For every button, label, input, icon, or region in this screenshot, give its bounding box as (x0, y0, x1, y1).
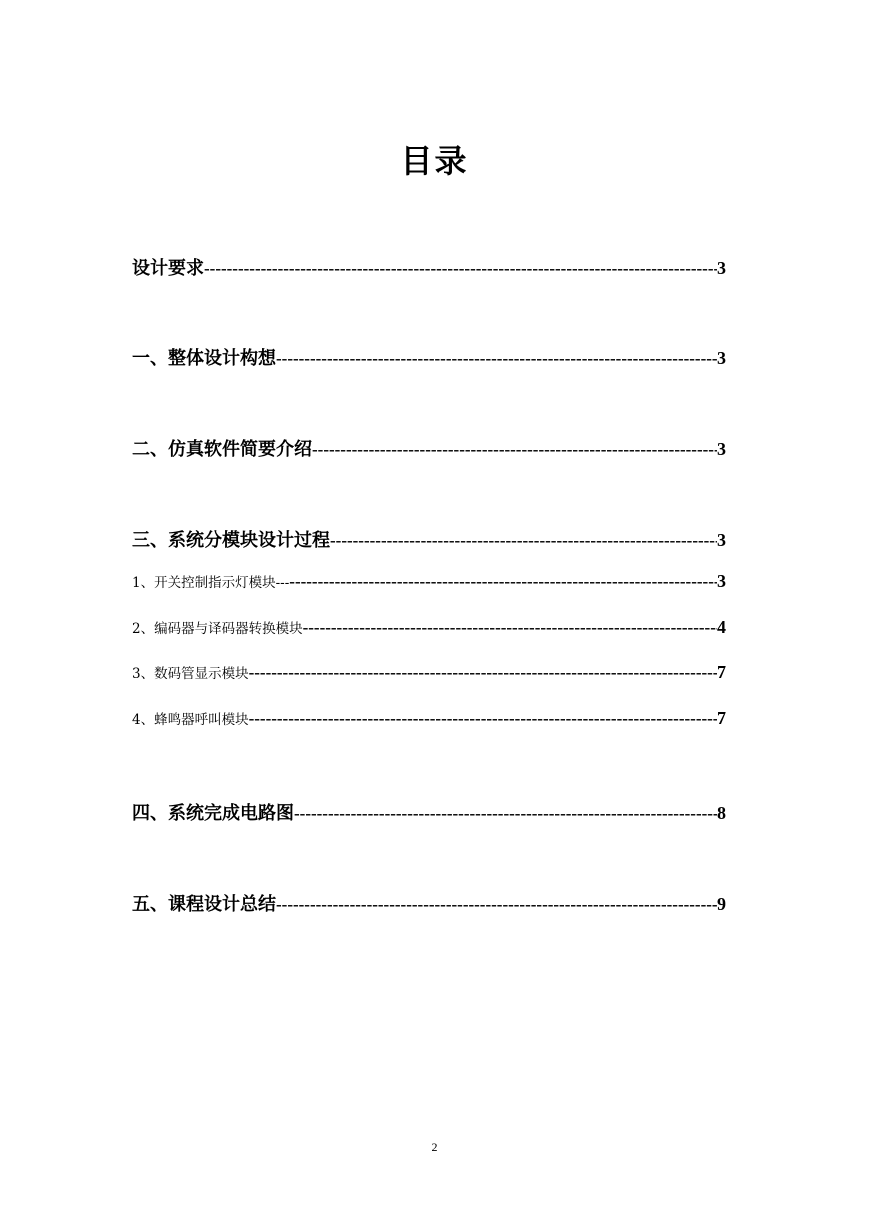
toc-entry-page: 7 (717, 662, 726, 682)
toc-entry-circuit-diagram[interactable] (132, 799, 726, 825)
toc-leader-dashes (289, 571, 717, 593)
toc-entry-simulation-software[interactable] (132, 435, 726, 461)
toc-leader-dashes (249, 708, 717, 730)
toc-entry-design-requirements[interactable] (132, 254, 726, 280)
toc-leader-dashes (276, 348, 717, 370)
toc-leader-dashes (249, 662, 717, 684)
page-title: 目录 (400, 142, 469, 181)
toc-entry-overall-design[interactable] (132, 344, 726, 370)
toc-entry-page: 3 (717, 348, 726, 368)
toc-leader-dashes (294, 803, 717, 825)
toc-leader-dashes (312, 439, 717, 461)
toc-entry-page: 4 (717, 617, 726, 637)
toc-entry-page: 3 (717, 439, 726, 459)
toc-entry-label: 1、开关控制指示灯模块--- (132, 575, 290, 591)
toc-leader-dashes (303, 617, 717, 639)
toc-leader-dashes (330, 530, 717, 552)
toc-subentry-encoder-decoder[interactable] (132, 617, 726, 639)
toc-entry-page: 8 (717, 803, 726, 823)
toc-leader-dashes (204, 258, 717, 280)
toc-entry-page: 9 (717, 894, 726, 914)
page-number: 2 (431, 1140, 438, 1154)
toc-subentry-switch-indicator[interactable] (132, 571, 726, 593)
toc-entry-label: 设计要求 (132, 258, 204, 279)
toc-leader-dashes (276, 894, 717, 916)
toc-entry-page: 7 (717, 708, 726, 728)
toc-entry-label: 2、编码器与译码器转换模块 (132, 621, 303, 637)
toc-entry-label: 一、整体设计构想 (132, 348, 276, 369)
toc-entry-label: 四、系统完成电路图 (132, 803, 294, 824)
toc-entry-label: 二、仿真软件简要介绍 (132, 439, 312, 460)
toc-entry-label: 三、系统分模块设计过程 (132, 530, 330, 551)
toc-subentry-buzzer-call[interactable] (132, 708, 726, 730)
toc-entry-page: 3 (717, 530, 726, 550)
toc-subentry-digital-display[interactable] (132, 662, 726, 684)
toc-entry-page: 3 (717, 571, 726, 591)
toc-entry-page: 3 (717, 258, 726, 278)
toc-entry-label: 3、数码管显示模块 (132, 666, 249, 682)
toc-entry-module-design[interactable] (132, 526, 726, 552)
toc-entry-course-summary[interactable] (132, 890, 726, 916)
toc-entry-label: 五、课程设计总结 (132, 894, 276, 915)
toc-entry-label: 4、蜂鸣器呼叫模块 (132, 712, 249, 728)
